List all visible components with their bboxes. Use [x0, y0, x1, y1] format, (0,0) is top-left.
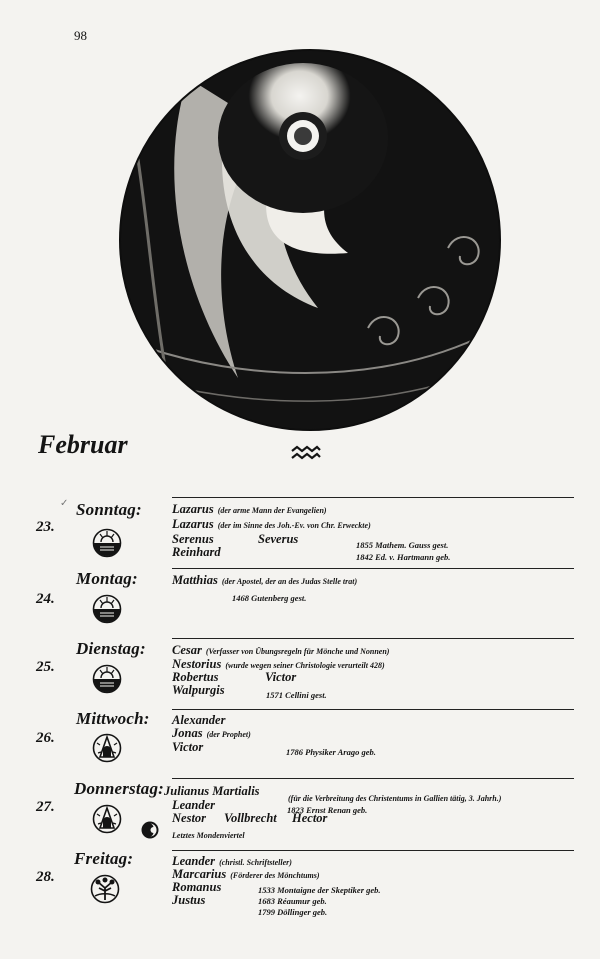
weekday-label: Mittwoch:	[76, 709, 150, 728]
saint-entry: Leander (christl. Schriftsteller)	[172, 854, 292, 868]
saint-note: (für die Verbreitung des Christentums in Gallien tätig, 3. Jahrh.)	[288, 794, 502, 803]
tree-symbol-icon	[90, 874, 120, 904]
day-number: 25.	[36, 659, 55, 675]
month-title: Februar	[38, 430, 128, 459]
saint-entry: Walpurgis	[172, 683, 225, 697]
historical-event: 1468 Gutenberg gest.	[232, 593, 307, 603]
sun-symbol-icon	[92, 594, 122, 624]
saint-entry: Vollbrecht	[224, 811, 277, 825]
page-number: 98	[74, 28, 87, 43]
saint-entry: Jonas (der Prophet)	[172, 726, 251, 740]
saint-entry: Romanus	[172, 880, 222, 894]
saint-entry: Lazarus (der arme Mann der Evangelien)	[172, 502, 327, 516]
saint-entry: Justus	[172, 893, 206, 907]
moon-phase-label: Letztes Mondenviertel	[172, 831, 245, 840]
sun-symbol-icon	[92, 528, 122, 558]
historical-event: 1799 Döllinger geb.	[258, 907, 328, 917]
divider-rule	[172, 778, 574, 779]
saint-entry: Julianus Martialis	[164, 784, 260, 798]
saint-entry: Reinhard	[172, 545, 221, 559]
day-number: 28.	[36, 869, 55, 885]
historical-event: 1571 Cellini gest.	[266, 690, 327, 700]
saint-entry: Lazarus (der im Sinne des Joh.-Ev. von Chr. Erweckte)	[172, 517, 371, 531]
historical-event: 1786 Physiker Arago geb.	[286, 747, 376, 757]
weekday-label: Sonntag:	[76, 500, 142, 519]
moon-symbol-icon	[92, 804, 122, 834]
day-number: 27.	[36, 799, 55, 815]
weekday-label: Donnerstag:	[74, 779, 165, 798]
divider-rule	[172, 497, 574, 498]
day-number: 24.	[36, 591, 55, 607]
historical-event: 1855 Mathem. Gauss gest.	[356, 540, 449, 550]
saint-entry: Severus	[258, 532, 299, 546]
aquarius-icon	[290, 444, 322, 460]
saint-entry: Matthias (der Apostel, der an des Judas Stelle trat)	[172, 573, 358, 587]
saint-entry: Serenus	[172, 532, 214, 546]
saint-entry: Hector	[292, 811, 328, 825]
saint-entry: Nestor	[172, 811, 207, 825]
saint-entry: Victor	[265, 670, 297, 684]
divider-rule	[172, 709, 574, 710]
saint-entry: Victor	[172, 740, 204, 754]
weekday-label: Freitag:	[74, 849, 134, 868]
sun-symbol-icon	[92, 664, 122, 694]
day-number: 23.	[36, 519, 55, 535]
last-quarter-moon-icon	[140, 820, 160, 840]
historical-event: 1842 Ed. v. Hartmann geb.	[356, 552, 451, 562]
saint-entry: Nestorius (wurde wegen seiner Christologie verurteilt 428)	[172, 657, 385, 671]
day-number: 26.	[36, 730, 55, 746]
saint-entry: Cesar (Verfasser von Übungsregeln für Mönche und Nonnen)	[172, 643, 390, 657]
historical-event: 1823 Ernst Renan geb.	[287, 805, 368, 815]
historical-event: 1683 Réaumur geb.	[258, 896, 327, 906]
moon-symbol-icon	[92, 733, 122, 763]
saint-entry: Marcarius (Förderer des Mönchtums)	[172, 867, 320, 881]
check-mark: ✓	[60, 498, 69, 509]
saint-entry: Alexander	[172, 713, 226, 727]
divider-rule	[172, 638, 574, 639]
saint-entry: Robertus	[172, 670, 219, 684]
saint-entry: Leander	[172, 798, 216, 812]
cosmic-globe-illustration	[118, 48, 502, 432]
historical-event: 1533 Montaigne der Skeptiker geb.	[258, 885, 381, 895]
weekday-label: Dienstag:	[76, 639, 146, 658]
divider-rule	[172, 568, 574, 569]
weekday-label: Montag:	[76, 569, 138, 588]
